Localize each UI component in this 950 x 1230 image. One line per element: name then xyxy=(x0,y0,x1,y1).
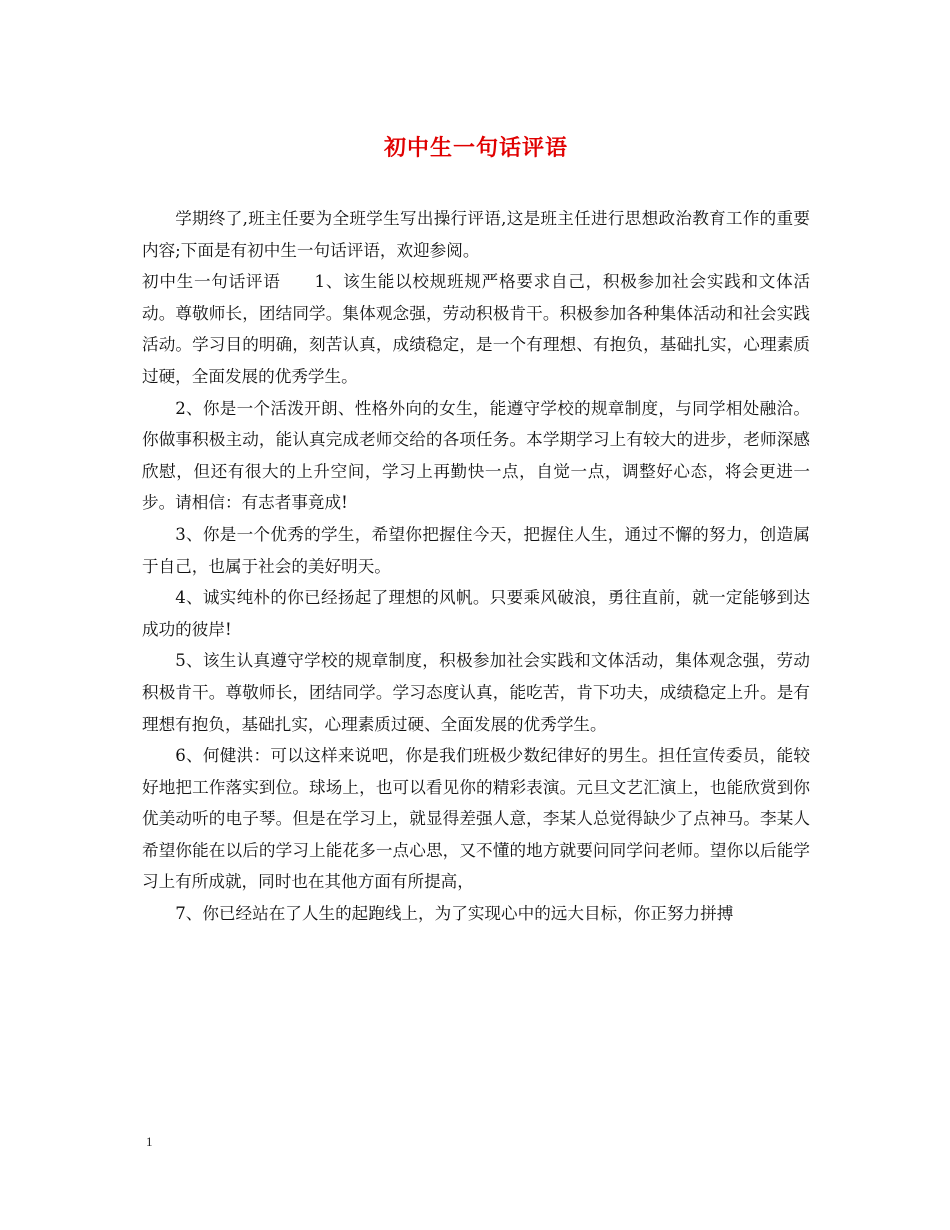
document-page xyxy=(142,0,810,1230)
page-number: 1 xyxy=(146,1134,153,1149)
paragraph-6: 6、何健洪：可以这样来说吧，你是我们班极少数纪律好的男生。担任宣传委员，能较好地把工作落实到位。球场上，也可以看见你的精彩表演。元旦文艺汇演上，也能欣赏到你优美动听的电子琴。但是在学习上，就显得差强人意，李某人总觉得缺少了点神马。李某人希望你能在以后的学习上能花多一点心思，又不懂的地方就要问同学问老师。望你以后能学习上有所成就，同时也在其他方面有所提高， xyxy=(142,746,810,892)
intro-paragraph: 学期终了,班主任要为全班学生写出操行评语,这是班主任进行思想政治教育工作的重要内容;下面是有初中生一句话评语，欢迎参阅。 xyxy=(142,209,810,260)
section-label: 初中生一句话评语 xyxy=(142,272,281,292)
paragraph-1 xyxy=(142,266,810,392)
paragraph-2: 2、你是一个活泼开朗、性格外向的女生，能遵守学校的规章制度，与同学相处融洽。你做事积极主动，能认真完成老师交给的各项任务。本学期学习上有较大的进步，老师深感欣慰，但还有很大的上升空间，学习上再勤快一点，自觉一点，调整好心态，将会更进一步。请相信：有志者事竟成! xyxy=(142,398,810,513)
paragraph-3: 3、你是一个优秀的学生，希望你把握住今天，把握住人生，通过不懈的努力，创造属于自己，也属于社会的美好明天。 xyxy=(142,524,810,576)
paragraph-4: 4、诚实纯朴的你已经扬起了理想的风帆。只要乘风破浪，勇往直前，就一定能够到达成功的彼岸! xyxy=(142,588,810,639)
document-body xyxy=(142,203,810,930)
paragraph-5: 5、该生认真遵守学校的规章制度，积极参加社会实践和文体活动，集体观念强，劳动积极肯干。尊敬师长，团结同学。学习态度认真，能吃苦，肯下功夫，成绩稳定上升。是有理想有抱负，基础扎实，心理素质过硬、全面发展的优秀学生。 xyxy=(142,651,810,734)
document-title: 初中生一句话评语 xyxy=(383,135,568,161)
paragraph-7: 7、你已经站在了人生的起跑线上，为了实现心中的远大目标，你正努力拼搏 xyxy=(175,904,734,924)
paragraph-1-text: 1、该生能以校规班规严格要求自己，积极参加社会实践和文体活动。尊敬师长，团结同学。集体观念强，劳动积极肯干。积极参加各种集体活动和社会实践活动。学习目的明确，刻苦认真，成绩稳定，是一个有理想、有抱负，基础扎实，心理素质过硬，全面发展的优秀学生。 xyxy=(142,272,810,386)
